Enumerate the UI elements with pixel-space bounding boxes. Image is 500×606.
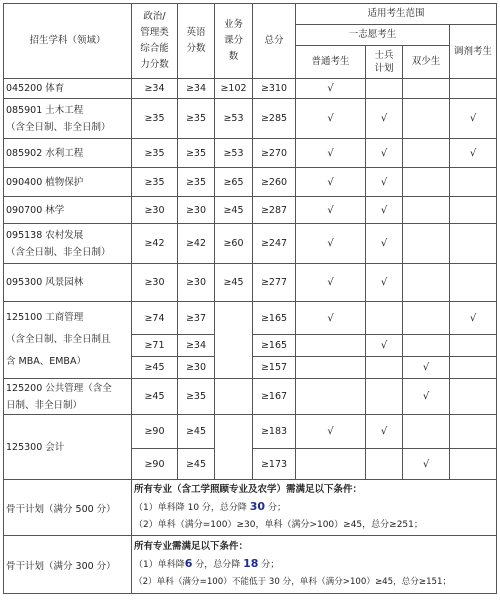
cell-business: ≥65 — [215, 168, 253, 197]
cell-adjust — [450, 264, 497, 302]
table-row — [4, 79, 497, 99]
cell-regular: √ — [296, 415, 366, 449]
cell-major — [4, 264, 132, 302]
cell-minority — [403, 139, 450, 168]
backbone-500-line1 — [134, 498, 494, 517]
cell-minority — [403, 79, 450, 99]
backbone-500-line2: （2）单科（满分=100）≥30，单科（满分>100）≥45，总分≥251； — [134, 520, 423, 530]
cell-minority: √ — [403, 357, 450, 379]
cell-english: ≥35 — [178, 139, 215, 168]
cell-total: ≥173 — [253, 449, 296, 480]
table-row — [4, 197, 497, 224]
col-header-soldier-line: 士兵 — [374, 50, 394, 61]
backbone-300-title: 所有专业需满足以下条件： — [134, 541, 249, 552]
cell-english: ≥30 — [178, 264, 215, 302]
col-header-english — [178, 4, 215, 79]
cell-soldier: √ — [366, 415, 403, 449]
cell-adjust — [450, 415, 497, 449]
cell-minority — [403, 168, 450, 197]
cell-total: ≥270 — [253, 139, 296, 168]
cell-regular — [296, 357, 366, 379]
cell-major — [4, 139, 132, 168]
cell-soldier: √ — [366, 99, 403, 139]
table-row — [4, 264, 497, 302]
cell-total: ≥183 — [253, 415, 296, 449]
cell-regular: √ — [296, 302, 366, 335]
col-header-business-line: 数 — [228, 51, 239, 62]
header-row-1 — [4, 4, 497, 25]
backbone-300-line1-mid: 分，总分降 — [192, 560, 244, 570]
cell-english: ≥35 — [178, 379, 215, 415]
col-header-soldier-line: 计划 — [374, 63, 394, 74]
cell-business: ≥45 — [215, 197, 253, 224]
cell-business — [215, 302, 253, 379]
cell-soldier: √ — [366, 224, 403, 264]
cell-politics: ≥45 — [132, 379, 178, 415]
cell-politics: ≥35 — [132, 139, 178, 168]
major-line: 日制、非全日制） — [6, 399, 83, 411]
cell-english: ≥30 — [178, 357, 215, 379]
cell-regular — [296, 379, 366, 415]
cell-business — [215, 379, 253, 415]
major-line: 125200 公共管理（含全 — [6, 382, 112, 394]
cell-minority — [403, 335, 450, 357]
major-line: 090700 林学 — [6, 204, 65, 216]
backbone-500-label: 骨干计划（满分 500 分） — [4, 480, 132, 536]
col-header-english-line: 英语 — [186, 27, 206, 38]
cell-business: ≥45 — [215, 264, 253, 302]
cell-english: ≥34 — [178, 79, 215, 99]
cell-major — [4, 168, 132, 197]
table-row — [4, 302, 497, 335]
cell-adjust — [450, 335, 497, 357]
cell-business: ≥60 — [215, 224, 253, 264]
cell-adjust — [450, 379, 497, 415]
cell-regular — [296, 449, 366, 480]
cell-soldier: √ — [366, 168, 403, 197]
cell-minority: √ — [403, 449, 450, 480]
cell-major — [4, 197, 132, 224]
cell-regular: √ — [296, 224, 366, 264]
cell-adjust — [450, 197, 497, 224]
major-line: （含全日制、非全日制） — [6, 246, 111, 258]
major-line: 095300 风景园林 — [6, 277, 84, 288]
cell-soldier: √ — [366, 139, 403, 168]
backbone-300-single-drop: 6 — [184, 557, 193, 570]
table-row — [4, 168, 497, 197]
col-header-politics-line: 综合能 — [140, 43, 169, 54]
cell-regular: √ — [296, 99, 366, 139]
cell-adjust: √ — [450, 139, 497, 168]
cell-total: ≥165 — [253, 302, 296, 335]
cell-major — [4, 79, 132, 99]
cell-adjust — [450, 79, 497, 99]
col-header-business-line: 业务 — [223, 19, 243, 30]
cell-business — [215, 415, 253, 480]
cell-politics: ≥34 — [132, 79, 178, 99]
cell-politics: ≥74 — [132, 302, 178, 335]
backbone-300-conditions — [132, 536, 497, 594]
cell-politics: ≥42 — [132, 224, 178, 264]
col-header-scope: 适用考生范围 — [296, 4, 497, 25]
cell-soldier: √ — [366, 197, 403, 224]
cell-total: ≥285 — [253, 99, 296, 139]
cell-regular: √ — [296, 139, 366, 168]
cell-total: ≥165 — [253, 335, 296, 357]
col-header-politics-line: 管理类 — [140, 27, 169, 38]
cell-adjust: √ — [450, 302, 497, 335]
cell-regular: √ — [296, 168, 366, 197]
col-header-soldier — [366, 46, 403, 79]
cell-major — [4, 99, 132, 139]
cell-major — [4, 415, 132, 480]
backbone-300-row — [4, 536, 497, 594]
score-table — [3, 3, 497, 594]
major-line: 含 MBA、EMBA） — [6, 356, 86, 367]
col-header-politics-line: 力分数 — [140, 59, 169, 70]
cell-total: ≥157 — [253, 357, 296, 379]
cell-total: ≥167 — [253, 379, 296, 415]
cell-business: ≥53 — [215, 139, 253, 168]
cell-regular: √ — [296, 197, 366, 224]
cell-minority — [403, 99, 450, 139]
cell-total: ≥310 — [253, 79, 296, 99]
cell-english: ≥35 — [178, 99, 215, 139]
backbone-300-label: 骨干计划（满分 300 分） — [4, 536, 132, 594]
backbone-500-line1-pre: （1）单科降 10 分，总分降 — [134, 503, 250, 513]
col-header-politics-line: 政治/ — [143, 11, 166, 22]
col-header-first-choice: 一志愿考生 — [296, 25, 450, 46]
cell-english: ≥30 — [178, 197, 215, 224]
cell-regular: √ — [296, 79, 366, 99]
major-line: （含全日制、非全日制） — [6, 121, 111, 133]
backbone-300-line2: （2）单科（满分=100）不能低于 30 分，单科（满分>100）≥45，总分≥151； — [134, 577, 452, 587]
cell-soldier — [366, 379, 403, 415]
major-line: 125300 会计 — [6, 441, 65, 453]
col-header-minority: 双少生 — [403, 46, 450, 79]
backbone-500-conditions — [132, 480, 497, 536]
cell-regular — [296, 335, 366, 357]
backbone-500-total-drop: 30 — [249, 500, 266, 513]
cell-english: ≥45 — [178, 449, 215, 480]
col-header-regular: 普通考生 — [296, 46, 366, 79]
table-row — [4, 379, 497, 415]
col-header-total: 总分 — [253, 4, 296, 79]
cell-major — [4, 302, 132, 379]
major-line: 045200 体育 — [6, 83, 65, 94]
cell-soldier — [366, 302, 403, 335]
backbone-300-line1-pre: （1）单科降 — [134, 560, 185, 570]
cell-soldier — [366, 79, 403, 99]
cell-english: ≥37 — [178, 302, 215, 335]
col-header-major: 招生学科（领域） — [4, 4, 132, 79]
table-row — [4, 224, 497, 264]
col-header-english-line: 分数 — [186, 43, 206, 54]
backbone-500-row — [4, 480, 497, 536]
table-row — [4, 415, 497, 449]
major-line: （含全日制、非全日制且 — [6, 334, 111, 345]
cell-adjust — [450, 224, 497, 264]
cell-minority — [403, 264, 450, 302]
backbone-300-line1 — [134, 555, 494, 574]
cell-major — [4, 224, 132, 264]
cell-total: ≥277 — [253, 264, 296, 302]
cell-adjust — [450, 449, 497, 480]
major-line: 085901 土木工程 — [6, 104, 84, 116]
cell-soldier: √ — [366, 335, 403, 357]
cell-minority — [403, 197, 450, 224]
cell-soldier — [366, 357, 403, 379]
cell-business: ≥102 — [215, 79, 253, 99]
cell-adjust: √ — [450, 99, 497, 139]
cell-business: ≥53 — [215, 99, 253, 139]
cell-total: ≥247 — [253, 224, 296, 264]
cell-minority — [403, 302, 450, 335]
cell-soldier: √ — [366, 264, 403, 302]
table-row — [4, 99, 497, 139]
cell-minority — [403, 415, 450, 449]
cell-politics: ≥35 — [132, 99, 178, 139]
major-line: 125100 工商管理 — [6, 312, 84, 323]
cell-major — [4, 379, 132, 415]
cell-minority: √ — [403, 379, 450, 415]
col-header-adjust: 调剂考生 — [450, 25, 497, 79]
col-header-business — [215, 4, 253, 79]
col-header-business-line: 课分 — [223, 35, 243, 46]
cell-politics: ≥30 — [132, 264, 178, 302]
cell-english: ≥45 — [178, 415, 215, 449]
cell-politics: ≥90 — [132, 449, 178, 480]
backbone-300-line1-post: 分； — [258, 560, 280, 570]
backbone-500-line1-post: 分； — [265, 503, 286, 513]
backbone-500-title: 所有专业（含工学照顾专业及农学）需满足以下条件： — [134, 484, 363, 495]
cell-total: ≥260 — [253, 168, 296, 197]
cell-english: ≥35 — [178, 168, 215, 197]
cell-politics: ≥90 — [132, 415, 178, 449]
cell-adjust — [450, 357, 497, 379]
table-row — [4, 139, 497, 168]
cell-politics: ≥30 — [132, 197, 178, 224]
cell-soldier — [366, 449, 403, 480]
cell-politics: ≥71 — [132, 335, 178, 357]
cell-minority — [403, 224, 450, 264]
major-line: 085902 水利工程 — [6, 147, 84, 159]
cell-politics: ≥45 — [132, 357, 178, 379]
cell-english: ≥42 — [178, 224, 215, 264]
cell-adjust — [450, 168, 497, 197]
col-header-politics — [132, 4, 178, 79]
cell-politics: ≥35 — [132, 168, 178, 197]
cell-english: ≥34 — [178, 335, 215, 357]
major-line: 090400 植物保护 — [6, 176, 84, 188]
cell-total: ≥287 — [253, 197, 296, 224]
backbone-300-total-drop: 18 — [243, 557, 259, 570]
major-line: 095138 农村发展 — [6, 229, 84, 241]
cell-regular: √ — [296, 264, 366, 302]
